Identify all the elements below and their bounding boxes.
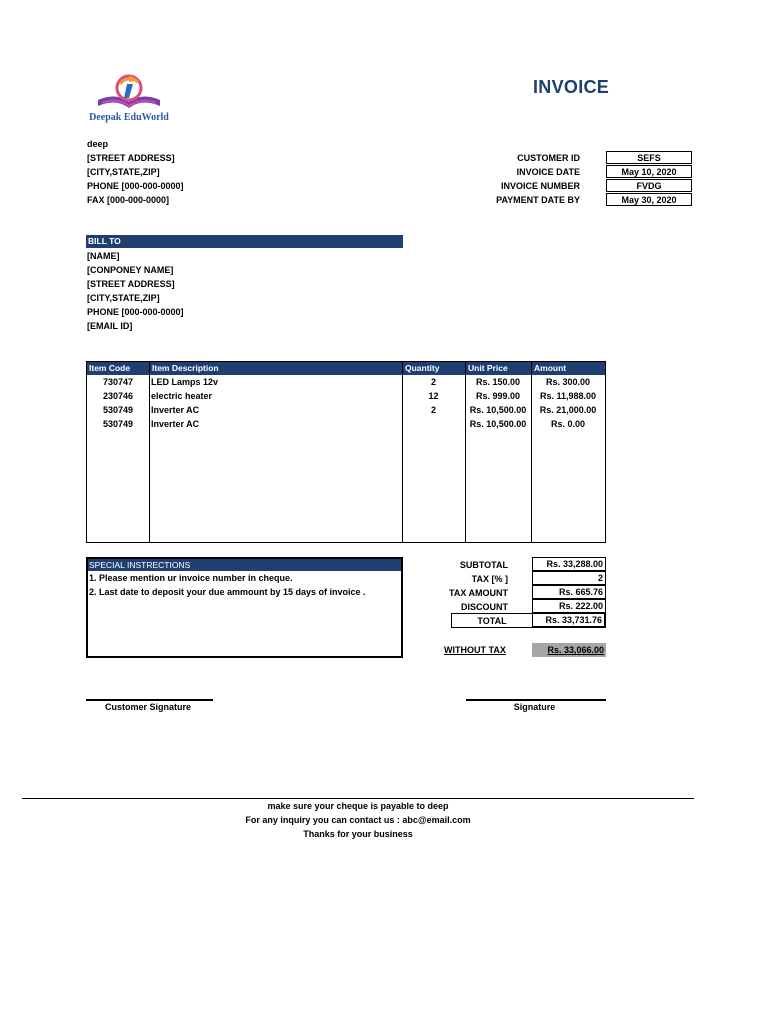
special-instructions (86, 557, 403, 658)
col-header-code: Item Code (87, 362, 150, 375)
table-row-code: 530749 (102, 405, 134, 415)
table-row-desc: LED Lamps 12v (151, 377, 219, 387)
invoice-number-label: INVOICE NUMBER (500, 181, 580, 191)
table-row-qty: 2 (430, 405, 436, 415)
table-row-code: 530749 (102, 419, 134, 429)
company-signature-line (466, 699, 606, 701)
from-name: deep (87, 139, 109, 149)
customer-signature-label: Customer Signature (104, 702, 191, 712)
bill-to-header: BILL TO (86, 235, 403, 248)
subtotal-value: Rs. 33,288.00 (532, 557, 606, 571)
tax-amount-value: Rs. 665.76 (532, 585, 606, 599)
bill-to-street: [STREET ADDRESS] (87, 279, 175, 289)
table-row-desc: electric heater (151, 391, 213, 401)
customer-signature-line (86, 699, 213, 701)
payment-date-value: May 30, 2020 (606, 193, 692, 206)
footer-thanks: Thanks for your business (303, 829, 413, 839)
total-value: Rs. 33,731.76 (532, 613, 606, 628)
table-row-amount: Rs. 300.00 (545, 377, 591, 387)
customer-id-value: SEFS (606, 151, 692, 164)
tax-label: TAX [% ] (471, 574, 508, 584)
bill-to-email: [EMAIL ID] (87, 321, 133, 331)
special-instruction-line: 1. Please mention ur invoice number in cheque. (89, 573, 293, 583)
special-instructions-header: SPECIAL INSTRECTIONS (88, 559, 401, 571)
invoice-number-value: FVDG (606, 179, 692, 192)
special-instruction-line: 2. Last date to deposit your due ammount by 15 days of invoice . (89, 587, 366, 597)
from-street: [STREET ADDRESS] (87, 153, 175, 163)
customer-id-label: CUSTOMER ID (517, 153, 580, 163)
items-table (86, 361, 606, 543)
table-row-price: Rs. 10,500.00 (469, 405, 527, 415)
col-header-price: Unit Price (466, 362, 532, 375)
col-header-amount: Amount (532, 362, 605, 375)
bill-to-company: [CONPONEY NAME] (87, 265, 174, 275)
total-label: TOTAL (451, 613, 533, 628)
tax-value: 2 (532, 571, 606, 585)
company-logo (86, 70, 172, 126)
from-phone: PHONE [000-000-0000] (87, 181, 184, 191)
payment-date-label: PAYMENT DATE BY (496, 195, 580, 205)
without-tax-label: WITHOUT TAX (444, 645, 506, 655)
table-row-price: Rs. 999.00 (475, 391, 521, 401)
bill-to-phone: PHONE [000-000-0000] (87, 307, 184, 317)
table-row-desc: Inverter AC (151, 419, 200, 429)
table-row-amount: Rs. 11,988.00 (539, 391, 597, 401)
invoice-title: INVOICE (533, 77, 610, 97)
col-header-qty: Quantity (403, 362, 466, 375)
table-row-price: Rs. 150.00 (475, 377, 521, 387)
table-row-desc: Inverter AC (151, 405, 200, 415)
footer-payable-note: make sure your cheque is payable to deep (267, 801, 449, 811)
tax-amount-label: TAX AMOUNT (449, 588, 508, 598)
from-city: [CITY,STATE,ZIP] (87, 167, 160, 177)
table-row-qty: 12 (428, 391, 439, 401)
bill-to-city: [CITY,STATE,ZIP] (87, 293, 160, 303)
table-row-code: 730747 (102, 377, 134, 387)
col-header-desc: Item Description (150, 362, 403, 375)
logo-mark-icon (86, 70, 172, 114)
company-signature-label: Signature (513, 702, 556, 712)
table-row-amount: Rs. 0.00 (550, 419, 586, 429)
discount-value: Rs. 222.00 (532, 599, 606, 613)
table-row-price: Rs. 10,500.00 (469, 419, 527, 429)
bill-to-name: [NAME] (87, 251, 120, 261)
invoice-date-label: INVOICE DATE (516, 167, 580, 177)
from-fax: FAX [000-000-0000] (87, 195, 170, 205)
table-row-code: 230746 (102, 391, 134, 401)
invoice-date-value: May 10, 2020 (606, 165, 692, 178)
table-row-qty: 2 (430, 377, 436, 387)
footer-contact-note: For any inquiry you can contact us : abc@email.com (245, 815, 471, 825)
without-tax-value: Rs. 33,066.00 (532, 643, 606, 657)
brand-name: Deepak EduWorld (89, 112, 169, 123)
table-row-amount: Rs. 21,000.00 (539, 405, 597, 415)
discount-label: DISCOUNT (461, 602, 508, 612)
subtotal-label: SUBTOTAL (459, 560, 508, 570)
